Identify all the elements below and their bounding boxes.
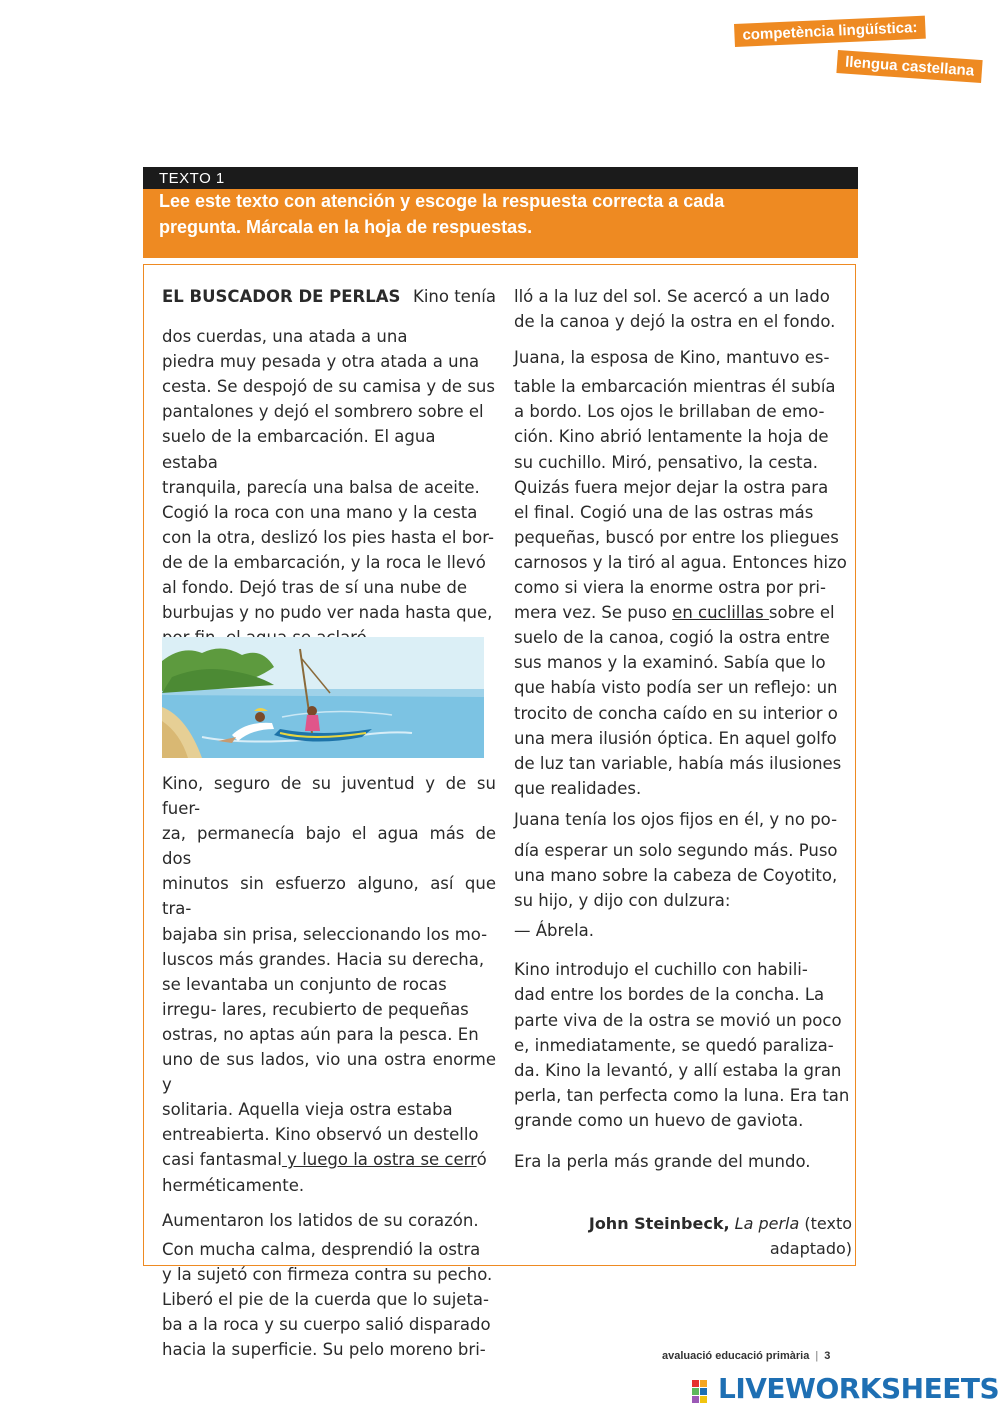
story-line: piedra muy pesada y otra atada a una — [162, 352, 480, 372]
liveworksheets-brand: LIVEWORKSHEETS — [718, 1372, 1000, 1405]
story-line: de luz tan variable, había más ilusiones — [514, 753, 842, 773]
right-paragraph-4: — Ábrela. — [514, 921, 595, 941]
story-line: grande como un huevo de gaviota. — [514, 1110, 804, 1130]
story-line: al fondo. Dejó tras de sí una nube de — [162, 578, 468, 598]
text-label: TEXTO 1 — [159, 170, 225, 187]
right-column — [514, 284, 852, 1261]
r2-underlined: en cuclillas — [672, 603, 769, 623]
story-line: su hijo, y dijo con dulzura: — [514, 891, 731, 911]
story-title: EL BUSCADOR DE PERLAS — [162, 287, 401, 306]
story-line: table la embarcación mientras él subía — [514, 377, 836, 397]
p2-last-underlined: y luego la ostra se cerr — [281, 1150, 477, 1170]
footer-separator: | — [815, 1350, 819, 1362]
story-line: solitaria. Aquella vieja ostra estaba — [162, 1100, 453, 1120]
instruction-line-1: Lee este texto con atención y escoge la respuesta correcta a cada — [159, 191, 725, 211]
story-line: con la otra, deslizó los pies hasta el bor- — [162, 527, 494, 547]
right-paragraph-6: Era la perla más grande del mundo. — [514, 1152, 811, 1171]
left-column-bottom — [162, 771, 496, 1362]
story-line: de la canoa y dejó la ostra en el fondo. — [514, 312, 836, 332]
story-line: Quizás fuera mejor dejar la ostra para — [514, 477, 829, 497]
story-line: irregu- lares, recubierto de pequeñas — [162, 999, 469, 1019]
story-opening — [162, 284, 496, 309]
paragraph-3: Aumentaron los latidos de su corazón. — [162, 1210, 479, 1230]
right-paragraph-3-first: Juana tenía los ojos fijos en él, y no po- — [514, 809, 838, 829]
paragraph-2 — [162, 771, 496, 1147]
story-line: a bordo. Los ojos le brillaban de emo- — [514, 402, 825, 422]
right-paragraph-2 — [514, 374, 852, 600]
right-paragraph-2-underlined-line — [514, 600, 852, 625]
story-line: día esperar un solo segundo más. Puso — [514, 840, 838, 860]
story-line: sus manos y la examinó. Sabía que lo — [514, 653, 826, 673]
story-line: que había visto podía ser un reflejo: un — [514, 678, 838, 698]
area-tag: competència lingüística: — [734, 16, 926, 47]
right-paragraph-5 — [514, 957, 852, 1133]
story-line: e, inmediatamente, se quedó paraliza- — [514, 1035, 834, 1055]
opening-text: Kino tenía — [413, 287, 496, 306]
story-line: de de la embarcación, y la roca le llevó — [162, 552, 486, 572]
story-line: y la sujetó con firmeza contra su pecho. — [162, 1264, 493, 1284]
story-line: tranquila, parecía una balsa de aceite. — [162, 477, 480, 497]
instruction-banner — [143, 189, 858, 258]
text-header-bar — [143, 167, 858, 189]
story-line: suelo de la embarcación. El agua estaba — [162, 427, 436, 472]
right-paragraph-2-first: Juana, la esposa de Kino, mantuvo es- — [514, 348, 830, 368]
subject-tag: llengua castellana — [836, 50, 982, 83]
right-paragraph-1 — [514, 284, 852, 334]
story-line: minutos sin esfuerzo alguno, así que tra- — [162, 874, 496, 919]
story-line: pequeñas, buscó por entre los pliegues — [514, 527, 839, 547]
story-line: Kino introdujo el cuchillo con habili- — [514, 960, 808, 980]
story-line: ostras, no aptas aún para la pesca. En — [162, 1024, 479, 1044]
p2-last-b: ó — [476, 1150, 487, 1170]
story-line: parte viva de la ostra se movió un poco — [514, 1010, 842, 1030]
story-line: dad entre los bordes de la concha. La — [514, 985, 825, 1005]
story-line: Liberó el pie de la cuerda que lo sujeta- — [162, 1289, 489, 1309]
story-line: ba a la roca y su cuerpo salió disparado — [162, 1314, 491, 1334]
story-line: como si viera la enorme ostra por pri- — [514, 578, 826, 598]
footer-label: avaluació educació primària — [662, 1350, 810, 1362]
story-line: luscos más grandes. Hacia su derecha, — [162, 949, 485, 969]
story-line: za, permanecía bajo el agua más de dos — [162, 824, 496, 869]
page-footer — [662, 1350, 830, 1362]
citation-work: La perla — [734, 1214, 800, 1234]
paragraph-2-end: herméticamente. — [162, 1175, 305, 1195]
story-line: lló a la luz del sol. Se acercó a un lado — [514, 287, 830, 306]
story-line: uno de sus lados, vio una ostra enorme y — [162, 1050, 496, 1095]
story-line: perla, tan perfecta como la luna. Era tan — [514, 1085, 850, 1105]
instruction-line-2: pregunta. Márcala en la hoja de respuestas. — [159, 217, 533, 237]
story-line: el final. Cogió una de las ostras más — [514, 502, 814, 522]
story-line: Kino, seguro de su juventud y de su fuer- — [162, 774, 496, 819]
story-line: cesta. Se despojó de su camisa y de sus — [162, 377, 495, 397]
p2-last-a: casi fantasmal — [162, 1150, 282, 1170]
paragraph-4 — [162, 1237, 496, 1362]
story-line: entreabierta. Kino observó un destello — [162, 1125, 479, 1145]
story-line: ción. Kino abrió lentamente la hoja de — [514, 427, 829, 447]
citation — [514, 1211, 852, 1261]
story-line: bajaba sin prisa, seleccionando los mo- — [162, 924, 488, 944]
liveworksheets-logo-icon — [692, 1374, 716, 1408]
story-line: burbujas y no pudo ver nada hasta que, — [162, 603, 493, 623]
story-line: que realidades. — [514, 778, 642, 798]
story-line: una mera ilusión óptica. En aquel golfo — [514, 728, 837, 748]
story-line: una mano sobre la cabeza de Coyotito, — [514, 866, 838, 886]
citation-note: (texto adaptado) — [769, 1214, 852, 1259]
page-number: 3 — [824, 1350, 831, 1362]
left-column-top — [162, 284, 496, 650]
paragraph-2-last-line — [162, 1147, 496, 1172]
story-line: da. Kino la levantó, y allí estaba la gran — [514, 1060, 842, 1080]
story-line: suelo de la canoa, cogió la ostra entre — [514, 628, 830, 648]
story-line: dos cuerdas, una atada a una — [162, 327, 408, 347]
story-line: Cogió la roca con una mano y la cesta — [162, 502, 478, 522]
story-line: su cuchillo. Miró, pensativo, la cesta. — [514, 452, 819, 472]
right-paragraph-2b — [514, 625, 852, 801]
right-paragraph-3 — [514, 838, 852, 913]
r2-under-a: mera vez. Se puso — [514, 603, 673, 623]
paragraph-1 — [162, 324, 496, 650]
story-line: Con mucha calma, desprendió la ostra — [162, 1239, 481, 1259]
story-line: hacia la superficie. Su pelo moreno bri- — [162, 1340, 486, 1360]
r2-under-b: sobre el — [768, 603, 835, 623]
story-line: se levantaba un conjunto de rocas — [162, 974, 447, 994]
pearl-diver-illustration — [162, 637, 484, 758]
citation-author: John Steinbeck, — [588, 1214, 730, 1234]
story-line: carnosos y la tiró al agua. Entonces hizo — [514, 552, 847, 572]
story-line: pantalones y dejó el sombrero sobre el — [162, 402, 484, 422]
story-line: trocito de concha caído en su interior o — [514, 703, 838, 723]
